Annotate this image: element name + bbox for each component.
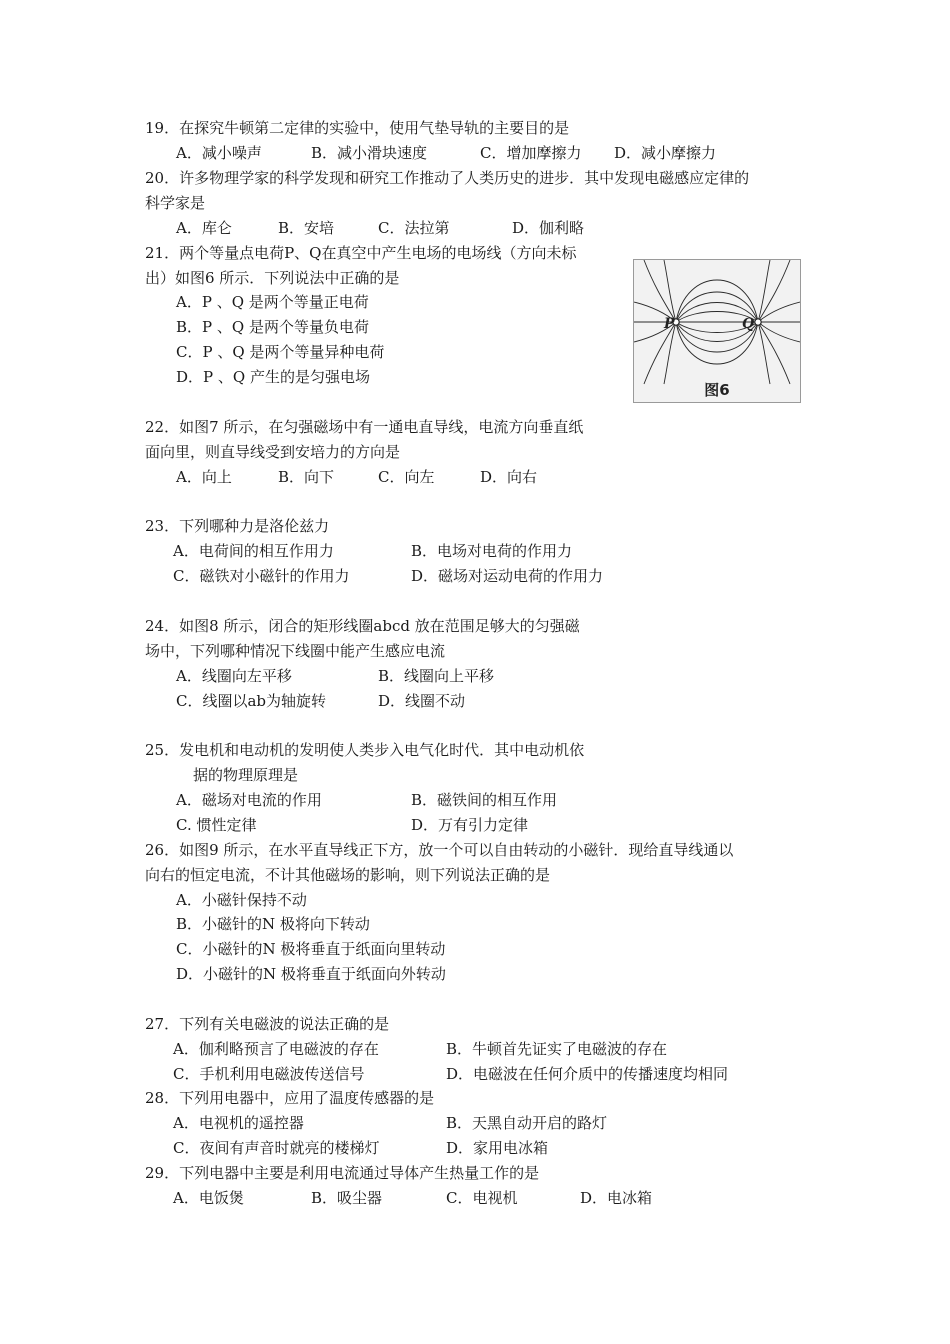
q28-option-b: B．天黑自动开启的路灯 [446,1114,608,1132]
q27-option-a: A．伽利略预言了电磁波的存在 [173,1040,379,1058]
q27-stem: 27．下列有关电磁波的说法正确的是 [145,1015,390,1033]
q21-option-a: A．P 、Q 是两个等量正电荷 [176,293,369,311]
q22-stem-line2: 面向里，则直导线受到安培力的方向是 [145,443,401,461]
q23-option-b: B．电场对电荷的作用力 [411,542,573,560]
q22-option-a: A．向上 [176,468,232,486]
figure-6-field-lines [633,259,801,403]
q25-stem-line1: 25．发电机和电动机的发明使人类步入电气化时代．其中电动机依 [145,741,585,759]
q29-stem: 29．下列电器中主要是利用电流通过导体产生热量工作的是 [145,1164,540,1182]
q20-option-d: D．伽利略 [512,219,585,237]
figure-6-caption: 图6 [704,381,730,399]
q29-option-c: C．电视机 [446,1189,518,1207]
q26-stem-line2: 向右的恒定电流，不计其他磁场的影响，则下列说法正确的是 [145,866,551,884]
q29-option-a: A．电饭煲 [173,1189,244,1207]
q24-option-b: B．线圈向上平移 [378,667,495,685]
q25-option-b: B．磁铁间的相互作用 [411,791,558,809]
q21-option-b: B．P 、Q 是两个等量负电荷 [176,318,369,336]
q24-option-a: A．线圈向左平移 [176,667,292,685]
label-q: Q [742,316,755,332]
q26-stem-line1: 26．如图9 所示，在水平直导线正下方，放一个可以自由转动的小磁针．现给直导线通以 [145,841,734,859]
q24-stem-line1: 24．如图8 所示，闭合的矩形线圈abcd 放在范围足够大的匀强磁 [145,617,580,635]
q26-option-b: B．小磁针的N 极将向下转动 [176,915,370,933]
q21-option-c: C．P 、Q 是两个等量异种电荷 [176,343,385,361]
q24-stem-line2: 场中，下列哪种情况下线圈中能产生感应电流 [145,642,446,660]
q19-option-b: B．减小滑块速度 [311,144,428,162]
q26-option-c: C．小磁针的N 极将垂直于纸面向里转动 [176,940,446,958]
q24-option-d: D．线圈不动 [378,692,466,710]
q24-option-c: C．线圈以ab为轴旋转 [176,692,327,710]
q25-option-c: C. 惯性定律 [176,816,257,834]
q28-stem: 28．下列用电器中，应用了温度传感器的是 [145,1089,435,1107]
q28-option-c: C．夜间有声音时就亮的楼梯灯 [173,1139,380,1157]
q23-stem: 23．下列哪种力是洛伦兹力 [145,517,330,535]
q20-stem-line1: 20．许多物理学家的科学发现和研究工作推动了人类历史的进步．其中发现电磁感应定律的 [145,169,750,187]
q25-option-d: D．万有引力定律 [411,816,529,834]
q25-option-a: A．磁场对电流的作用 [176,791,322,809]
q23-option-c: C．磁铁对小磁针的作用力 [173,567,350,585]
q22-option-d: D．向右 [480,468,538,486]
q27-option-b: B．牛顿首先证实了电磁波的存在 [446,1040,668,1058]
q28-option-a: A．电视机的遥控器 [173,1114,304,1132]
q21-stem-line2: 出）如图6 所示．下列说法中正确的是 [145,269,400,287]
q26-option-d: D．小磁针的N 极将垂直于纸面向外转动 [176,965,446,983]
q20-stem-line2: 科学家是 [145,194,206,212]
q22-stem-line1: 22．如图7 所示，在匀强磁场中有一通电直导线，电流方向垂直纸 [145,418,584,436]
q23-option-d: D．磁场对运动电荷的作用力 [411,567,604,585]
charge-q [755,319,761,325]
q20-option-c: C．法拉第 [378,219,450,237]
q26-option-a: A．小磁针保持不动 [176,891,307,909]
q23-option-a: A．电荷间的相互作用力 [173,542,334,560]
q22-option-b: B．向下 [278,468,335,486]
q19-option-a: A．减小噪声 [176,144,262,162]
label-p: P [664,316,675,332]
q20-option-b: B．安培 [278,219,335,237]
q21-option-d: D．P 、Q 产生的是匀强电场 [176,368,370,386]
q29-option-d: D．电冰箱 [580,1189,653,1207]
q25-stem-line2: 据的物理原理是 [193,766,299,784]
q27-option-c: C．手机利用电磁波传送信号 [173,1065,365,1083]
q21-stem-line1: 21．两个等量点电荷P、Q在真空中产生电场的电场线（方向未标 [145,244,577,262]
q19-option-d: D．减小摩擦力 [614,144,717,162]
q20-option-a: A．库仑 [176,219,232,237]
q27-option-d: D．电磁波在任何介质中的传播速度均相同 [446,1065,729,1083]
q22-option-c: C．向左 [378,468,435,486]
q19-option-c: C．增加摩擦力 [480,144,582,162]
q28-option-d: D．家用电冰箱 [446,1139,549,1157]
q29-option-b: B．吸尘器 [311,1189,383,1207]
q19-stem: 19．在探究牛顿第二定律的实验中，使用气垫导轨的主要目的是 [145,119,570,137]
